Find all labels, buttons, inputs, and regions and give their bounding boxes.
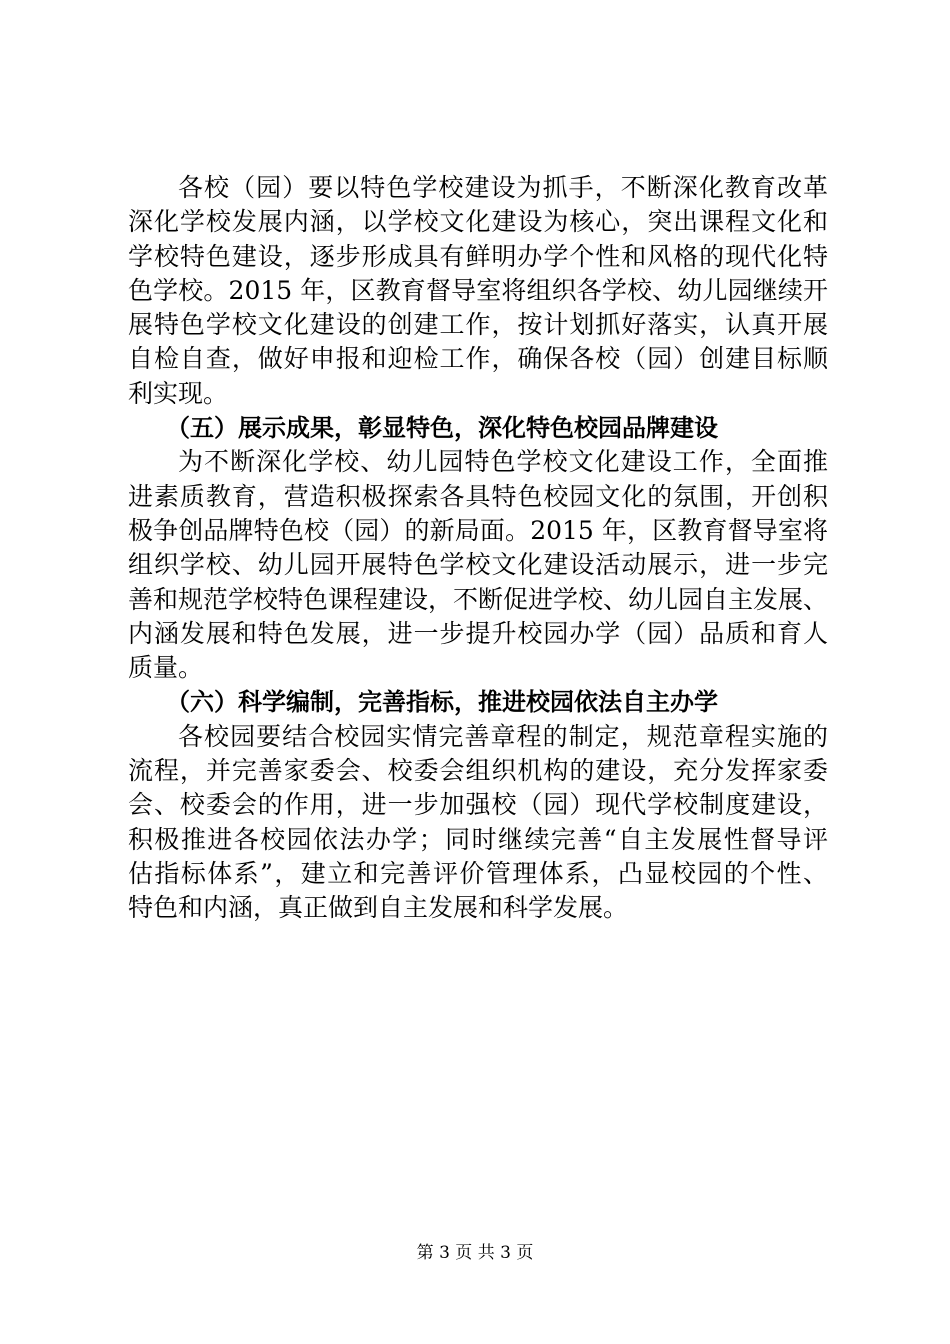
paragraph-line: 会、校委会的作用，进一步加强校（园）现代学校制度建设， (128, 790, 828, 820)
section-heading-6: （六）科学编制，完善指标，推进校园依法自主办学 (166, 688, 718, 717)
paragraph-line: 展特色学校文化建设的创建工作，按计划抓好落实，认真开展 (128, 310, 828, 340)
paragraph-line: 善和规范学校特色课程建设，不断促进学校、幼儿园自主发展、 (128, 584, 829, 614)
paragraph-line: 进素质教育，营造积极探索各具特色校园文化的氛围，开创积 (128, 481, 828, 511)
page-footer (0, 1242, 950, 1264)
paragraph-line: 自检自查，做好申报和迎检工作，确保各校（园）创建目标顺 (128, 344, 828, 374)
page-number-label: 第 3 页 共 3 页 (416, 1243, 534, 1263)
paragraph-lawful-autonomy (128, 720, 828, 926)
paragraph-line: 学校特色建设，逐步形成具有鲜明办学个性和风格的现代化特 (128, 241, 828, 271)
paragraph-line: 为不断深化学校、幼儿园特色学校文化建设工作，全面推 (178, 447, 828, 477)
document-body (128, 171, 828, 926)
paragraph-line: 各校（园）要以特色学校建设为抓手，不断深化教育改革 (178, 173, 828, 202)
paragraph-line: 流程，并完善家委会、校委会组织机构的建设，充分发挥家委 (128, 756, 828, 786)
paragraph-line: 特色和内涵，真正做到自主发展和科学发展。 (128, 893, 629, 923)
paragraph-line: 积极推进各校园依法办学；同时继续完善“自主发展性督导评 (128, 824, 828, 854)
paragraph-school-characteristics (128, 171, 828, 411)
paragraph-line: 估指标体系”，建立和完善评价管理体系，凸显校园的个性、 (128, 858, 828, 888)
paragraph-brand-building (128, 445, 828, 685)
paragraph-line: 内涵发展和特色发展，进一步提升校园办学（园）品质和育人 (128, 618, 828, 648)
paragraph-line: 质量。 (128, 653, 204, 683)
paragraph-line: 色学校。2015 年，区教育督导室将组织各学校、幼儿园继续开 (128, 275, 828, 305)
paragraph-line: 利实现。 (128, 378, 229, 408)
paragraph-line: 极争创品牌特色校（园）的新局面。2015 年，区教育督导室将 (128, 515, 828, 545)
paragraph-line: 各校园要结合校园实情完善章程的制定，规范章程实施的 (178, 721, 828, 751)
section-heading-5: （五）展示成果，彰显特色，深化特色校园品牌建设 (166, 414, 718, 443)
paragraph-line: 深化学校发展内涵，以学校文化建设为核心，突出课程文化和 (128, 207, 828, 237)
paragraph-line: 组织学校、幼儿园开展特色学校文化建设活动展示，进一步完 (128, 550, 828, 580)
